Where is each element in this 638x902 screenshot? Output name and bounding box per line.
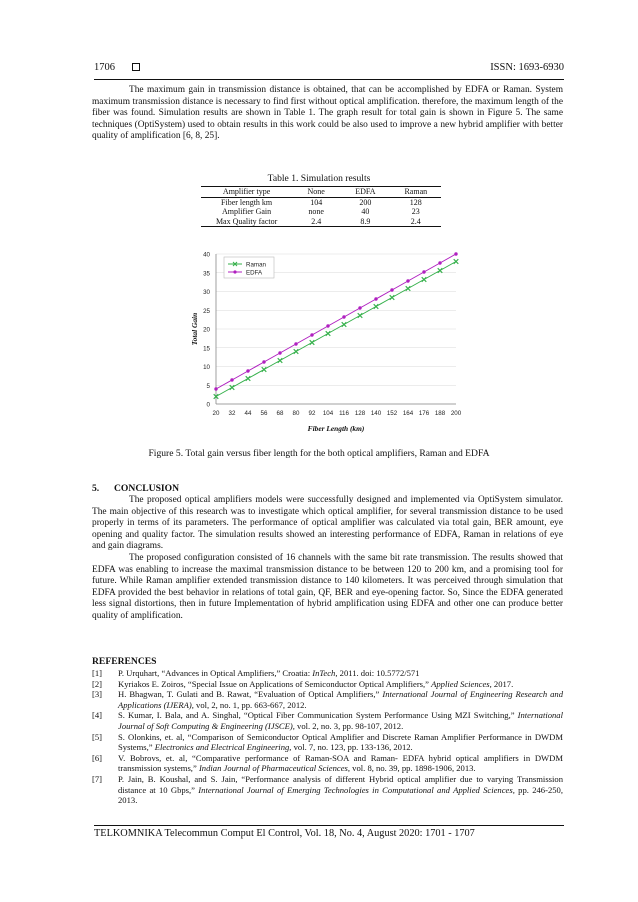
table-cell: 104: [310, 197, 323, 207]
data-point-raman: [310, 340, 315, 345]
reference-item: [92, 668, 563, 679]
data-point-edfa: [246, 369, 249, 372]
x-tick-label: 20: [212, 410, 220, 417]
issn-label: ISSN: 1693-6930: [490, 62, 564, 73]
reference-venue: Applied Sciences: [431, 678, 490, 689]
reference-number: [4]: [92, 710, 103, 721]
data-point-raman: [230, 385, 235, 390]
reference-number: [5]: [92, 731, 103, 742]
x-tick-label: 56: [260, 410, 268, 417]
reference-text: H. Bhagwan, T. Gulati and B. Rawat, “Evaluation of Optical Amplifiers,”: [118, 689, 383, 700]
reference-number: [1]: [92, 668, 103, 678]
data-point-edfa: [278, 351, 281, 354]
references-heading: REFERENCES: [92, 656, 157, 667]
reference-text: , 2011. doi: 10.5772/571: [335, 668, 420, 678]
reference-venue: InTech: [312, 668, 336, 678]
data-point-edfa: [422, 270, 425, 273]
conclusion-paragraph: The proposed configuration consisted of 16 channels with the same bit rate transmission. The results showed that EDFA was enabling to increase the maximal transmission distance to be between 120 to 200 km, and a promising tool for future. While Raman amplifier extended transmission distance to 140 kilometers. It was perceived through simulation that EDFA provided the best behavior in relations of total gain, QF, BER and eye-opening factor. So, Since the EDFA generated less signal distortions, then in future Implementation of hybrid amplification using EDFA and other one can produce better quality of amplification.: [92, 552, 563, 621]
data-point-raman: [358, 313, 363, 318]
y-tick-label: 0: [206, 401, 210, 409]
table-cell: 2.4: [391, 217, 441, 227]
data-point-raman: [342, 322, 347, 327]
table-header-cell: Raman: [391, 187, 441, 198]
reference-item: [92, 774, 563, 806]
reference-text: pp. 246-250, 2013.: [118, 784, 563, 806]
data-point-raman: [326, 331, 331, 336]
data-point-edfa: [406, 279, 409, 282]
table-header-cell: EDFA: [340, 187, 390, 198]
total-gain-chart: [186, 246, 462, 436]
table-cell: 40: [361, 207, 370, 216]
reference-text: , vol, 2, no. 1, pp. 663-667, 2012.: [191, 699, 307, 710]
y-tick-label: 40: [203, 251, 210, 259]
x-axis-label: Fiber Length (km): [307, 424, 365, 433]
reference-venue: Electronics and Electrical Engineering: [154, 742, 290, 753]
section-title: CONCLUSION: [114, 483, 180, 494]
conclusion-section: [92, 495, 563, 623]
reference-number: [6]: [92, 752, 103, 763]
x-tick-label: 116: [339, 410, 349, 417]
y-tick-label: 30: [203, 289, 210, 296]
data-point-edfa: [374, 297, 377, 300]
y-tick-label: 15: [203, 345, 210, 353]
legend-label: Raman: [246, 261, 266, 269]
reference-item: [92, 710, 563, 731]
x-tick-label: 176: [418, 410, 430, 417]
reference-text: , vol. 2, no. 3, pp. 98-107, 2012.: [292, 720, 404, 731]
reference-text: S. Olonkins, et. al, “Comparison of Semiconductor Optical Amplifier and Discrete Raman Amplifier Performance in DWDM Systems,”: [118, 731, 563, 753]
data-point-edfa: [390, 288, 393, 291]
square-icon: [132, 63, 140, 71]
references-list: [92, 668, 563, 806]
table-cell: 200: [359, 197, 372, 207]
x-tick-label: 92: [308, 410, 316, 417]
data-point-raman: [246, 376, 251, 381]
reference-number: [2]: [92, 678, 103, 689]
reference-text: V. Bobrovs, et. al, “Comparative performance of Raman-SOA and Raman- EDFA hybrid optical amplifiers in DWDM transmission systems,”: [118, 752, 563, 774]
data-point-edfa: [262, 360, 265, 363]
reference-text: Kyriakos E. Zoiros, “Special Issue on Applications of Semiconductor Optical Amplifiers,”: [118, 678, 432, 689]
intro-paragraph: The maximum gain in transmission distance is obtained, that can be accomplished by EDFA or Raman. System maximum transmission distance is necessary to find first without optical amplification. therefore, the maximum length of the fiber was found. Simulation results are shown in Table 1. The graph result for total gain is shown in Figure 5. The same techniques (OptiSystem) used to obtain results in this work could be also used to improve a new hybrid amplifier with better quality of amplification [6, 8, 25].: [92, 85, 563, 142]
x-tick-label: 164: [402, 410, 414, 417]
reference-number: [7]: [92, 773, 103, 784]
x-tick-label: 140: [370, 410, 382, 417]
reference-venue: International Journal of Engineering Research and Applications (IJERA): [118, 689, 563, 710]
data-point-raman: [262, 367, 267, 372]
reference-item: [92, 679, 563, 690]
data-point-raman: [438, 268, 443, 273]
reference-text: P. Jain, B. Koushal, and S. Jain, “Performance analysis of different Hybrid optical amplifier due to varying Transmission distance at 10 Gbps,”: [118, 773, 563, 795]
x-tick-label: 200: [450, 410, 462, 417]
x-tick-label: 32: [228, 410, 236, 417]
y-tick-label: 25: [203, 307, 210, 315]
table-cell: Max Quality factor: [201, 217, 292, 227]
table-row: [201, 207, 441, 217]
x-tick-label: 44: [244, 410, 252, 417]
figure-caption: Figure 5. Total gain versus fiber length for the both optical amplifiers, Raman and EDFA: [148, 448, 490, 459]
data-point-raman: [406, 286, 411, 291]
y-tick-label: 20: [203, 326, 210, 334]
reference-item: [92, 753, 563, 774]
table-cell: Fiber length km: [221, 197, 273, 207]
footer-rule: [94, 825, 564, 826]
data-point-raman: [374, 304, 379, 309]
data-point-edfa: [326, 324, 329, 327]
table-caption: Table 1. Simulation results: [267, 173, 371, 184]
reference-venue: Indian Journal of Pharmaceutical Sciences: [198, 763, 348, 774]
data-point-raman: [454, 259, 459, 264]
data-point-edfa: [214, 387, 217, 390]
x-tick-label: 188: [434, 410, 446, 417]
data-point-edfa: [438, 261, 441, 264]
header-rule: [94, 79, 564, 80]
reference-item: [92, 689, 563, 710]
table-row: [201, 197, 441, 207]
legend-marker: [233, 270, 236, 273]
data-point-edfa: [342, 315, 345, 318]
x-tick-label: 128: [354, 410, 366, 417]
reference-text: , 2017.: [489, 678, 514, 689]
reference-text: P. Urquhart, “Advances in Optical Amplifiers,” Croatia:: [118, 668, 313, 678]
page-header: [94, 62, 564, 76]
reference-text: , vol. 7, no. 123, pp. 133-136, 2012.: [289, 742, 413, 753]
table-cell: 128: [409, 197, 422, 207]
data-point-raman: [390, 295, 395, 300]
y-axis-label: Total Gain: [190, 312, 199, 346]
table-row: [201, 217, 441, 227]
x-tick-label: 152: [386, 410, 398, 417]
table-cell: 2.4: [292, 217, 340, 227]
reference-venue: International Journal of Emerging Technologies in Computational and Applied Sciences,: [198, 784, 515, 795]
table-cell: none: [308, 207, 324, 216]
reference-text: , vol. 8, no. 39, pp. 1898-1906, 2013.: [347, 763, 476, 774]
section-heading: [92, 483, 179, 494]
data-point-edfa: [454, 252, 457, 255]
y-tick-label: 35: [203, 270, 210, 278]
data-point-edfa: [310, 333, 313, 336]
data-point-raman: [278, 358, 283, 363]
reference-number: [3]: [92, 689, 103, 700]
data-point-edfa: [230, 378, 233, 381]
data-point-edfa: [294, 342, 297, 345]
table-header-row: [201, 187, 441, 198]
simulation-results-table: [201, 186, 441, 227]
x-tick-label: 68: [276, 410, 284, 417]
y-tick-label: 10: [203, 364, 210, 371]
data-point-edfa: [358, 306, 361, 309]
data-point-raman: [294, 349, 299, 354]
table-cell: Amplifier Gain: [222, 207, 272, 216]
y-tick-label: 5: [206, 382, 210, 390]
table-cell: 23: [411, 207, 420, 216]
reference-venue: International Journal of Soft Computing & Engineering (IJSCE): [118, 710, 563, 731]
x-tick-label: 80: [292, 410, 300, 417]
x-tick-label: 104: [322, 410, 334, 417]
table-cell: 8.9: [340, 217, 390, 227]
reference-item: [92, 732, 563, 753]
page-number: 1706: [94, 62, 115, 73]
legend-label: EDFA: [246, 269, 263, 277]
page-footer: TELKOMNIKA Telecommun Comput El Control, Vol. 18, No. 4, August 2020: 1701 - 1707: [94, 828, 475, 839]
data-point-raman: [422, 277, 427, 282]
table-header-cell: None: [292, 187, 340, 198]
section-number: 5.: [92, 483, 100, 494]
reference-text: S. Kumar, I. Bala, and A. Singhal, “Optical Fiber Communication System Performance Using MZI Switching,”: [118, 710, 518, 721]
intro-section: [92, 85, 563, 143]
table-header-cell: Amplifier type: [201, 187, 292, 198]
conclusion-paragraph: The proposed optical amplifiers models were successfully designed and implemented via OptiSystem simulator. The main objective of this research was to investigate which optical amplifier, for several transmission distance to be used properly in terms of its parameters. The performance of optical amplifier was calculated via total gain, BER amount, eye opening and quality factor. The simulation results showed an interesting performance of EDFA, Raman in relations of eye and gain diagrams.: [92, 495, 563, 552]
